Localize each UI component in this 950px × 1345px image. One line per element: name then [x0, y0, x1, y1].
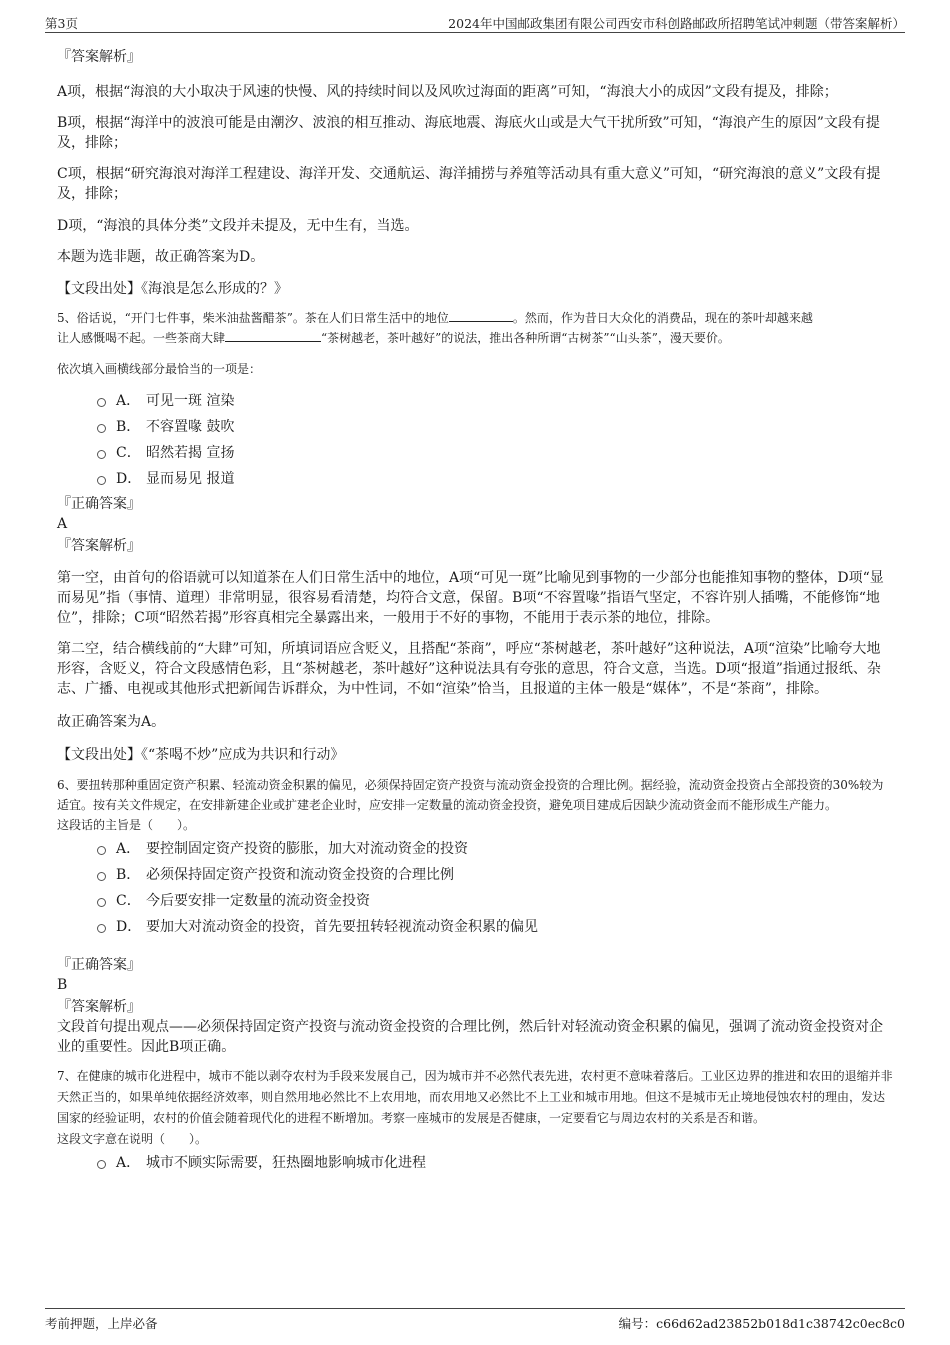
q5-analysis-label: 『答案解析』 [57, 538, 141, 554]
q5-prompt: 依次填入画横线部分最恰当的一项是： [57, 362, 262, 376]
q5-conclusion: 故正确答案为A。 [57, 714, 166, 730]
q7-prompt: 这段文字意在说明（ ）。 [57, 1132, 208, 1146]
footer-slogan: 考前押题，上岸必备 [45, 1316, 158, 1331]
radio-icon[interactable] [97, 450, 106, 459]
q4-conclusion: 本题为选非题，故正确答案为D。 [57, 249, 265, 265]
radio-icon[interactable] [97, 872, 106, 881]
page-header [45, 12, 905, 33]
q6-options [57, 836, 893, 940]
q4-analysis-d: D项，“海浪的具体分类”文段并未提及，无中生有，当选。 [57, 218, 419, 234]
q5-option-c[interactable]: C． 昭然若揭 宣扬 [97, 440, 893, 466]
q4-analysis-c: C项，根据“研究海浪对海洋工程建设、海洋开发、交通航运、海洋捕捞与养殖等活动具有重大意义”可知，“研究海浪的意义”文段有提及，排除； [57, 166, 881, 202]
page-number: 第3页 [45, 16, 78, 31]
q5-blank-2 [225, 329, 321, 342]
radio-icon[interactable] [97, 846, 106, 855]
q6-answer-label: 『正确答案』 [57, 957, 141, 973]
q7-options [57, 1150, 893, 1176]
q4-source: 【文段出处】《海浪是怎么形成的？》 [57, 281, 288, 297]
q6-analysis: 文段首句提出观点——必须保持固定资产投资与流动资金投资的合理比例，然后针对轻流动资金积累的偏见，强调了流动资金投资对企业的重要性。因此B项正确。 [57, 1019, 883, 1055]
radio-icon[interactable] [97, 476, 106, 485]
q4-analysis-label: 『答案解析』 [57, 49, 141, 65]
radio-icon[interactable] [97, 1160, 106, 1169]
q7-option-a[interactable]: A． 城市不顾实际需要，狂热圈地影响城市化进程 [97, 1150, 893, 1176]
radio-icon[interactable] [97, 398, 106, 407]
radio-icon[interactable] [97, 898, 106, 907]
radio-icon[interactable] [97, 924, 106, 933]
q5-option-a[interactable]: A． 可见一斑 渲染 [97, 388, 893, 414]
q5-analysis-1: 第一空，由首句的俗语就可以知道茶在人们日常生活中的地位，A项“可见一斑”比喻见到事物的一少部分也能推知事物的整体，D项“显而易见”指（事情、道理）非常明显，很容易看清楚，均符合文意，保留。B项“不容置喙”指语气坚定，不容许别人插嘴，不能修饰“地位”，排除；C项“昭然若揭”形容真相完全暴露出来，一般用于不好的事物，不能用于表示茶的地位，排除。 [57, 570, 884, 626]
q5-option-b[interactable]: B． 不容置喙 鼓吹 [97, 414, 893, 440]
q5-answer-label: 『正确答案』 [57, 496, 141, 512]
q6-option-a[interactable]: A． 要控制固定资产投资的膨胀，加大对流动资金的投资 [97, 836, 893, 862]
radio-icon[interactable] [97, 424, 106, 433]
q6-answer: B [57, 977, 68, 993]
q6-option-b[interactable]: B． 必须保持固定资产投资和流动资金投资的合理比例 [97, 862, 893, 888]
q5-blank-1 [449, 309, 513, 322]
q6-stem: 6、要扭转那种重固定资产积累、轻流动资金积累的偏见，必须保持固定资产投资与流动资金投资的合理比例。据经验，流动资金投资占全部投资的30%较为适宜。按有关文件规定，在安排新建企业或扩建老企业时，应安排一定数量的流动资金投资，避免项目建成后因缺少流动资金而不能形成生产能力。 [57, 778, 884, 812]
q5-stem: 5、俗话说，“开门七件事，柴米油盐酱醋茶”。茶在人们日常生活中的地位 。然而，作为昔日大众化的消费品，现在的茶叶却越来越 让人感慨喝不起。一些茶商大肆 “茶树越老，茶叶越好”的说法，推出各种所谓“古树茶”“山头茶”，漫天要价。 [57, 311, 813, 345]
q6-option-d[interactable]: D． 要加大对流动资金的投资，首先要扭转轻视流动资金积累的偏见 [97, 914, 893, 940]
q5-answer: A [57, 516, 68, 532]
q7-stem: 7、在健康的城市化进程中，城市不能以剥夺农村为手段来发展自己，因为城市并不必然代表先进，农村更不意味着落后。工业区边界的推进和农田的退缩并非天然正当的，如果单纯依据经济效率，则自然用地必然比不上农用地，而农用地又必然比不上工业和城市用地。但这不是城市无止境地侵蚀农村的理由，发达国家的经验证明，农村的价值会随着现代化的进程不断增加。考察一座城市的发展是否健康，一定要看它与周边农村的关系是否和谐。 [57, 1069, 893, 1125]
q5-options [57, 388, 893, 492]
q6-analysis-label: 『答案解析』 [57, 999, 141, 1015]
q5-option-d[interactable]: D． 显而易见 报道 [97, 466, 893, 492]
document-id: 编号：c66d62ad23852b018d1c38742c0ec8c0 [618, 1316, 905, 1331]
q5-analysis-2: 第二空，结合横线前的“大肆”可知，所填词语应含贬义，且搭配“茶商”，呼应“茶树越老，茶叶越好”这种说法，A项“渲染”比喻夸大地形容，含贬义，符合文段感情色彩，且“茶树越老，茶叶越好”这种说法具有夸张的意思，符合文意，当选。D项“报道”指通过报纸、杂志、广播、电视或其他形式把新闻告诉群众，为中性词，不如“渲染”恰当，且报道的主体一般是“媒体”，不是“茶商”，排除。 [57, 641, 881, 697]
q4-analysis-a: A项，根据“海浪的大小取决于风速的快慢、风的持续时间以及风吹过海面的距离”可知，“海浪大小的成因”文段有提及，排除； [57, 84, 838, 100]
page-footer [45, 1308, 905, 1331]
q6-option-c[interactable]: C． 今后要安排一定数量的流动资金投资 [97, 888, 893, 914]
document-body [57, 44, 893, 1176]
q5-source: 【文段出处】《“茶喝不炒”应成为共识和行动》 [57, 747, 345, 763]
document-title: 2024年中国邮政集团有限公司西安市科创路邮政所招聘笔试冲刺题（带答案解析） [448, 16, 905, 31]
q6-prompt: 这段话的主旨是（ ）。 [57, 818, 196, 832]
q4-analysis-b: B项，根据“海洋中的波浪可能是由潮汐、波浪的相互推动、海底地震、海底火山或是大气干扰所致”可知，“海浪产生的原因”文段有提及，排除； [57, 115, 880, 151]
